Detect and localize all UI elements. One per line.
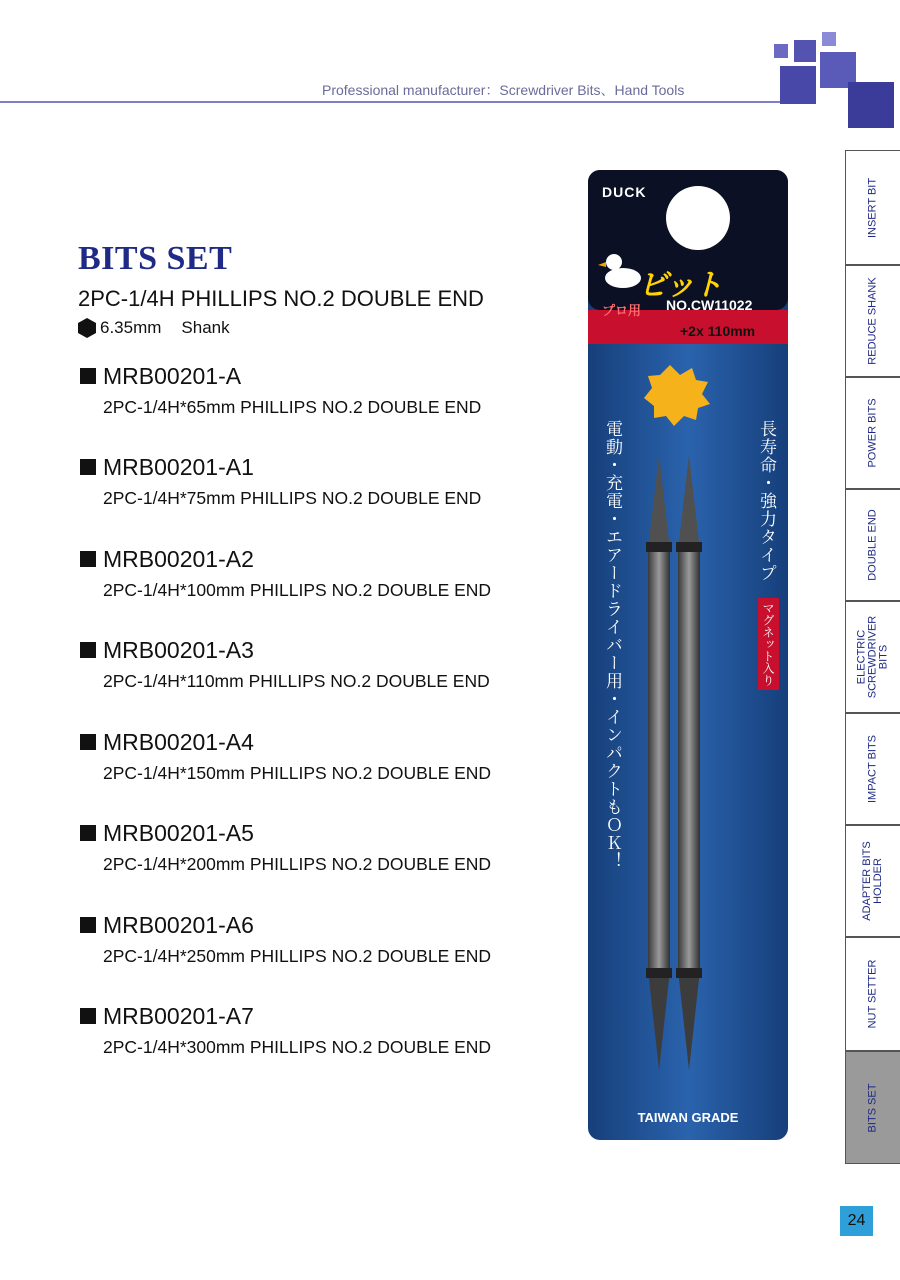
tab-label: NUT SETTER bbox=[866, 959, 879, 1029]
package-magnet-label: マグネット入り bbox=[758, 598, 779, 690]
package-spec: +2x 110mm bbox=[680, 323, 756, 339]
product-description: 2PC-1/4H*110mm PHILLIPS NO.2 DOUBLE END bbox=[103, 671, 490, 691]
product-description: 2PC-1/4H*75mm PHILLIPS NO.2 DOUBLE END bbox=[103, 488, 482, 508]
product-description: 2PC-1/4H*65mm PHILLIPS NO.2 DOUBLE END bbox=[103, 397, 482, 417]
package-grade: TAIWAN GRADE bbox=[637, 1110, 739, 1125]
tab-label: ELECTRIC SCREWDRIVER BITS bbox=[855, 615, 890, 699]
header-tagline: Professional manufacturer：Screwdriver Bits、Hand Tools bbox=[322, 82, 685, 98]
square-bullet-icon bbox=[80, 734, 96, 750]
tab-label: BITS SET bbox=[866, 1083, 879, 1132]
product-code: MRB00201-A bbox=[103, 362, 242, 389]
square-bullet-icon bbox=[80, 825, 96, 841]
tab-bits-set[interactable] bbox=[845, 1051, 900, 1164]
package-product-name: ビット bbox=[638, 269, 721, 302]
tab-label: ADAPTER BITS HOLDER bbox=[861, 841, 884, 921]
product-description: 2PC-1/4H*100mm PHILLIPS NO.2 DOUBLE END bbox=[103, 580, 492, 600]
header-squares-decoration bbox=[760, 30, 900, 130]
product-item bbox=[80, 361, 600, 418]
square-bullet-icon bbox=[80, 459, 96, 475]
tab-label: DOUBLE END bbox=[866, 509, 879, 581]
tab-electric-screwdriver-bits[interactable] bbox=[845, 601, 900, 713]
product-code: MRB00201-A3 bbox=[103, 636, 254, 663]
tab-label: REDUCE SHANK bbox=[866, 277, 879, 365]
tab-adapter-bits-holder[interactable] bbox=[845, 825, 900, 937]
product-description: 2PC-1/4H*150mm PHILLIPS NO.2 DOUBLE END bbox=[103, 763, 492, 783]
product-item bbox=[80, 635, 600, 692]
product-code: MRB00201-A2 bbox=[103, 545, 254, 572]
product-item bbox=[80, 727, 600, 784]
package-left-vertical-text: 電動・充電・エアードライバー用・インパクトもＯＫ！ bbox=[603, 420, 622, 870]
tab-label: IMPACT BITS bbox=[866, 734, 879, 804]
square-bullet-icon bbox=[80, 368, 96, 384]
shank-spec bbox=[78, 318, 230, 338]
product-item bbox=[80, 818, 600, 875]
page-number: 24 bbox=[840, 1206, 873, 1236]
product-description: 2PC-1/4H*250mm PHILLIPS NO.2 DOUBLE END bbox=[103, 946, 492, 966]
tab-nut-setter[interactable] bbox=[845, 937, 900, 1051]
tab-label: POWER BITS bbox=[866, 398, 879, 468]
product-item bbox=[80, 910, 600, 967]
product-code: MRB00201-A7 bbox=[103, 1002, 254, 1029]
square-bullet-icon bbox=[80, 917, 96, 933]
package-pro-use: プロ用 bbox=[602, 303, 642, 318]
product-code: MRB00201-A5 bbox=[103, 819, 254, 846]
package-right-vertical-text: 長寿命・強力タイプ bbox=[757, 420, 776, 582]
product-description: 2PC-1/4H*200mm PHILLIPS NO.2 DOUBLE END bbox=[103, 854, 492, 874]
product-item bbox=[80, 452, 600, 509]
tab-insert-bit[interactable] bbox=[845, 150, 900, 265]
product-code: MRB00201-A6 bbox=[103, 911, 254, 938]
package-brand: DUCK bbox=[602, 184, 647, 200]
shank-label: Shank bbox=[181, 318, 230, 337]
square-bullet-icon bbox=[80, 642, 96, 658]
package-model-number: NO.CW11022 bbox=[666, 297, 753, 313]
tab-label: INSERT BIT bbox=[866, 177, 879, 238]
hexagon-icon bbox=[78, 318, 96, 338]
tab-double-end[interactable] bbox=[845, 489, 900, 601]
product-item bbox=[80, 544, 600, 601]
square-bullet-icon bbox=[80, 1008, 96, 1024]
square-bullet-icon bbox=[80, 551, 96, 567]
product-package-image bbox=[588, 170, 788, 1140]
product-code: MRB00201-A1 bbox=[103, 453, 254, 480]
product-code: MRB00201-A4 bbox=[103, 728, 254, 755]
tab-power-bits[interactable] bbox=[845, 377, 900, 489]
tab-reduce-shank[interactable] bbox=[845, 265, 900, 377]
tab-impact-bits[interactable] bbox=[845, 713, 900, 825]
page-subtitle: 2PC-1/4H PHILLIPS NO.2 DOUBLE END bbox=[78, 286, 484, 311]
product-description: 2PC-1/4H*300mm PHILLIPS NO.2 DOUBLE END bbox=[103, 1037, 492, 1057]
header-rule bbox=[0, 101, 782, 103]
page-title: BITS SET bbox=[78, 240, 233, 277]
shank-size: 6.35mm bbox=[100, 318, 162, 337]
product-item bbox=[80, 1001, 600, 1058]
